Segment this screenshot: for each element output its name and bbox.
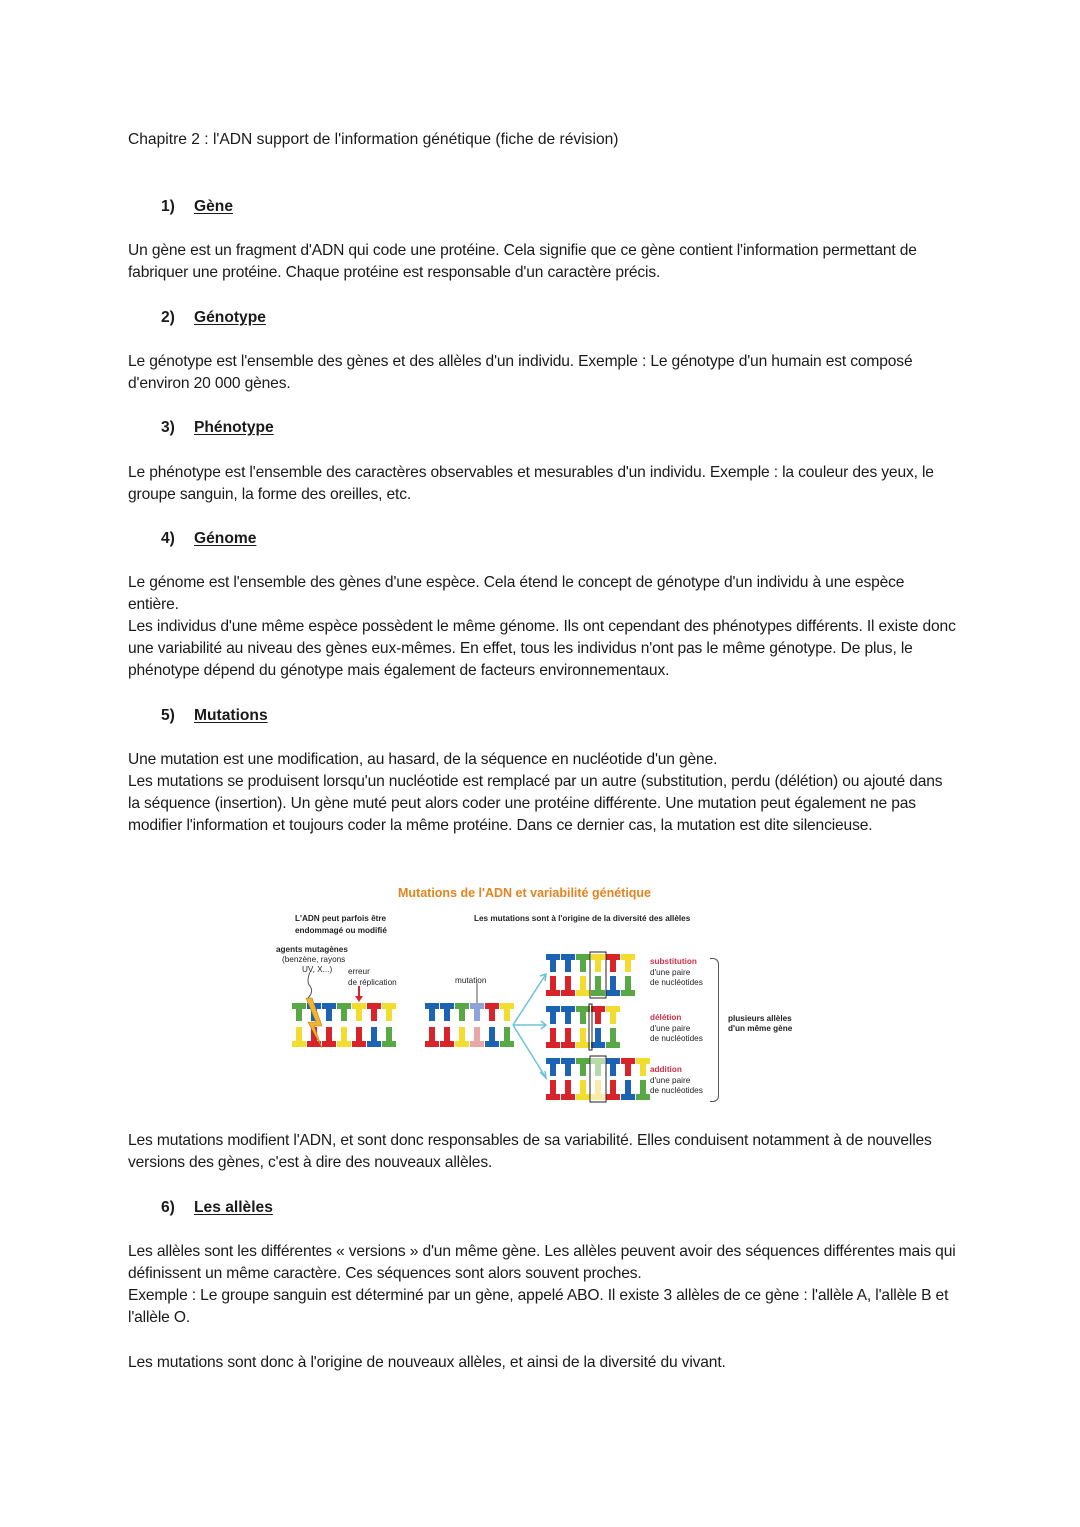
section-number: 6) xyxy=(161,1199,175,1216)
section-title: Génome xyxy=(194,530,257,547)
agents-detail-2: UV, X...) xyxy=(302,965,333,974)
deletion-dna-strand xyxy=(546,1004,620,1050)
brace-label-1: plusieurs allèles xyxy=(728,1014,792,1023)
paragraph-phenotype: Le phénotype est l'ensemble des caractères observables et mesurables d'un individu. Exemple : la couleur des yeux, le groupe sanguin, la forme des oreilles, etc. xyxy=(128,464,934,503)
section-heading-gene xyxy=(161,196,233,218)
outcome-deletion-line2: de nucléotides xyxy=(650,1034,703,1043)
agents-detail-1: (benzène, rayons xyxy=(282,955,346,964)
paragraph-alleles-2: Exemple : Le groupe sanguin est déterminé par un gène, appelé ABO. Il existe 3 allèles de ce gène : l'allèle A, l'allèle B et l'allèle O. xyxy=(128,1287,949,1326)
section-heading-mutations xyxy=(161,705,268,727)
outcome-deletion: délétion xyxy=(650,1013,682,1022)
figure-title: Mutations de l'ADN et variabilité génétique xyxy=(398,886,652,900)
outcome-addition-line1: d'une paire xyxy=(650,1076,691,1085)
paragraph-conclusion: Les mutations sont donc à l'origine de nouveaux allèles, et ainsi de la diversité du vivant. xyxy=(128,1354,726,1371)
paragraph-mutations-1: Une mutation est une modification, au hasard, de la séquence en nucléotide d'un gène. xyxy=(128,751,718,768)
section-title: Génotype xyxy=(194,309,266,326)
agents-label: agents mutagènes xyxy=(276,945,348,954)
left-caption-line-1: L'ADN peut parfois être xyxy=(295,914,387,923)
outcome-substitution-line2: de nucléotides xyxy=(650,978,703,987)
paragraph-mutations-2: Les mutations se produisent lorsqu'un nucléotide est remplacé par un autre (substitution, perdu (délétion) ou ajouté dans la séquence (insertion). Un gène muté peut alors coder une protéine différente. Une mutation peut également ne pas modifier l'information et toujours coder la même protéine. Dans ce dernier cas, la mutation est dite silencieuse. xyxy=(128,773,943,834)
branch-arrows-icon xyxy=(513,974,546,1078)
section-number: 3) xyxy=(161,419,175,436)
outcome-substitution-line1: d'une paire xyxy=(650,968,691,977)
section-heading-phenotype xyxy=(161,417,274,439)
addition-dna-strand xyxy=(546,1056,650,1102)
paragraph-mutations-after-figure: Les mutations modifient l'ADN, et sont donc responsables de sa variabilité. Elles conduisent notamment à de nouvelles versions des gènes, c'est à dire des nouveaux allèles. xyxy=(128,1132,932,1171)
paragraph-genotype: Le génotype est l'ensemble des gènes et des allèles d'un individu. Exemple : Le génotype d'un humain est composé d'environ 20 000 gènes. xyxy=(128,353,913,392)
right-caption: Les mutations sont à l'origine de la diversité des allèles xyxy=(474,914,691,923)
substitution-dna-strand xyxy=(546,952,635,998)
brace-label-2: d'un même gène xyxy=(728,1024,793,1033)
dna-strands-graphic xyxy=(270,882,810,1107)
section-number: 2) xyxy=(161,309,175,326)
error-label-2: de réplication xyxy=(348,978,397,987)
section-title: Les allèles xyxy=(194,1199,273,1216)
error-label-1: erreur xyxy=(348,967,370,976)
section-title: Mutations xyxy=(194,707,268,724)
paragraph-genome-2: Les individus d'une même espèce possèdent le même génome. Ils ont cependant des phénotypes différents. Il existe donc une variabilité au niveau des gènes eux-mêmes. En effet, tous les individus n'ont pas le même génotype. De plus, le phénotype dépend du génotype mais également de facteurs environnementaux. xyxy=(128,618,956,679)
section-title: Gène xyxy=(194,198,233,215)
paragraph-gene: Un gène est un fragment d'ADN qui code une protéine. Cela signifie que ce gène contient l'information permettant de fabriquer une protéine. Chaque protéine est responsable d'un caractère précis. xyxy=(128,242,917,281)
mutation-diagram xyxy=(270,882,810,1107)
paragraph-alleles-1: Les allèles sont les différentes « versions » d'un même gène. Les allèles peuvent avoir des séquences différentes mais qui définissent un même caractère. Ces séquences sont alors souvent proches. xyxy=(128,1243,956,1282)
down-arrow-icon xyxy=(355,996,363,1002)
outcome-addition: addition xyxy=(650,1065,682,1074)
original-dna-strand xyxy=(292,972,396,1048)
section-heading-alleles xyxy=(161,1197,273,1219)
outcome-substitution: substitution xyxy=(650,957,697,966)
section-number: 1) xyxy=(161,198,175,215)
section-number: 5) xyxy=(161,707,175,724)
mutation-label: mutation xyxy=(455,976,487,985)
section-number: 4) xyxy=(161,530,175,547)
outcome-addition-line2: de nucléotides xyxy=(650,1086,703,1095)
section-heading-genotype xyxy=(161,307,266,329)
paragraph-genome-1: Le génome est l'ensemble des gènes d'une espèce. Cela étend le concept de génotype d'un individu à une espèce entière. xyxy=(128,574,905,613)
section-heading-genome xyxy=(161,528,256,550)
document-title: Chapitre 2 : l'ADN support de l'information génétique (fiche de révision) xyxy=(128,131,619,148)
mutated-dna-strand xyxy=(425,983,514,1047)
section-title: Phénotype xyxy=(194,419,274,436)
outcome-deletion-line1: d'une paire xyxy=(650,1024,691,1033)
left-caption-line-2: endommagé ou modifié xyxy=(295,926,387,935)
